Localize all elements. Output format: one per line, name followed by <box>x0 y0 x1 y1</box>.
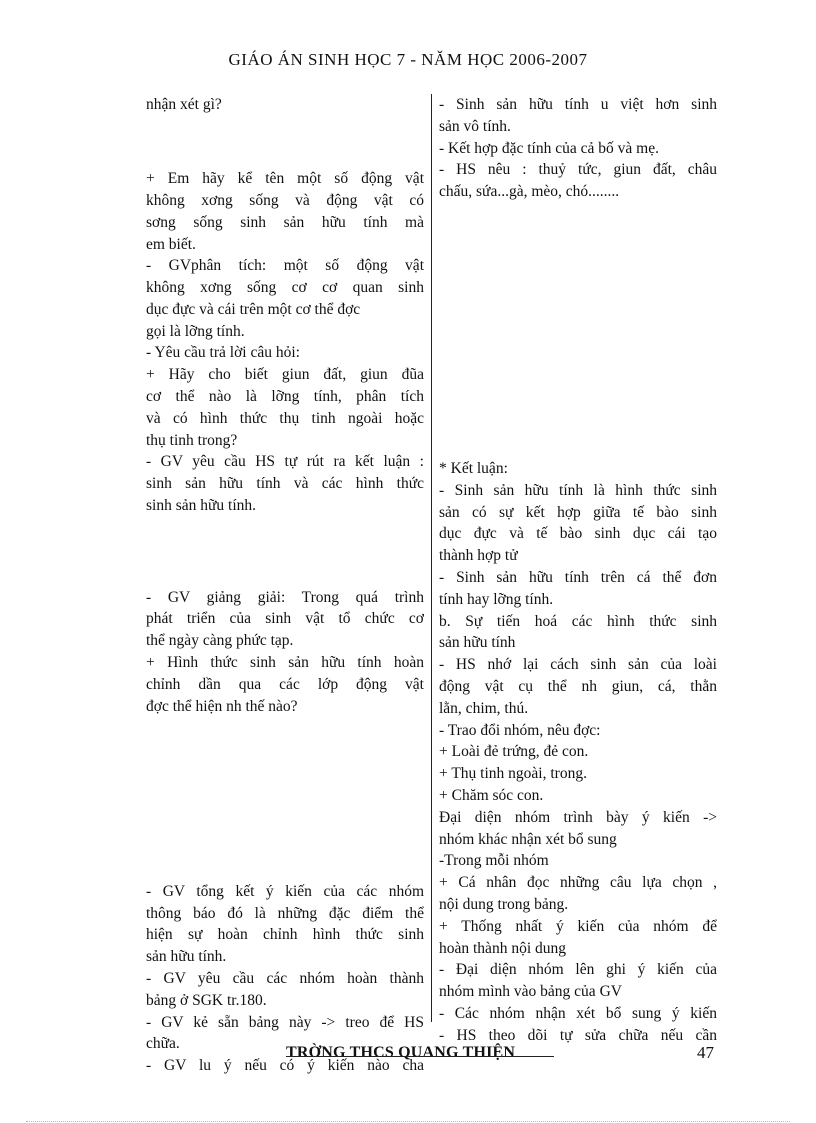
school-name: TRỜNG THCS QUANG THIỆN <box>286 1044 516 1061</box>
text-line: -Trong mỗi nhóm <box>439 852 549 870</box>
text-line: sản hữu tính <box>439 634 516 652</box>
text-line: - Yêu cầu trả lời câu hỏi: <box>146 344 300 362</box>
text-line: - GV lu ý nếu có ý kiến nào cha <box>146 1057 424 1075</box>
text-line: - Sinh sản hữu tính u việt hơn sinh <box>439 96 717 113</box>
text-line: cơ thể nào là lỡng tính, phân tích <box>146 388 424 406</box>
text-line: - HS theo dõi tự sửa chữa nếu cần <box>439 1026 717 1044</box>
text-line: - Sinh sản hữu tính trên cá thể đơn <box>439 569 717 587</box>
text-line: gọi là lỡng tính. <box>146 322 245 340</box>
text-line: - Kết hợp đặc tính của cả bố và mẹ. <box>439 139 659 157</box>
text-line: thụ tinh trong? <box>146 431 238 449</box>
text-line: sơng sống sinh sản hữu tính mà <box>146 213 424 231</box>
text-line: sản vô tính. <box>439 117 511 135</box>
text-line: - GVphân tích: một số động vật <box>146 257 424 275</box>
page-bottom-rule <box>26 1121 790 1122</box>
text-line: + Thụ tinh ngoài, trong. <box>439 765 587 783</box>
text-line: tính hay lỡng tính. <box>439 590 554 608</box>
text-line: động vật cụ thể nh giun, cá, thằn <box>439 678 717 695</box>
teacher-activities-column <box>146 94 424 1077</box>
text-line: - GV yêu cầu các nhóm hoàn thành <box>146 970 424 988</box>
text-line: sản hữu tính. <box>146 948 227 966</box>
text-line: lằn, chim, thú. <box>439 699 529 717</box>
text-line: chỉnh dần qua các lớp động vật <box>146 675 424 693</box>
text-line: chữa. <box>146 1035 180 1053</box>
text-line: sinh sản hữu tính và các hình thức <box>146 475 424 493</box>
text-line: sinh sản hữu tính. <box>146 497 257 515</box>
text-line: - GV kẻ sẵn bảng này -> treo để HS <box>146 1013 424 1031</box>
text-line: hoàn thành nội dung <box>439 939 566 957</box>
text-line: thể ngày càng phức tạp. <box>146 632 294 650</box>
page-header <box>0 46 816 68</box>
text-line: + Em hãy kể tên một số động vật <box>146 170 424 188</box>
text-line: Đại diện nhóm trình bày ý kiến -> <box>439 808 717 826</box>
text-line: và có hình thức thụ tinh ngoài hoặc <box>146 409 424 427</box>
text-line: hiện sự hoàn chỉnh hình thức sinh <box>146 926 424 944</box>
text-line: nhóm khác nhận xét bổ sung <box>439 830 617 848</box>
text-line: - Các nhóm nhận xét bổ sung ý kiến <box>439 1004 717 1022</box>
text-line: nội dung trong bảng. <box>439 895 569 913</box>
text-line: thành hợp tử <box>439 547 518 565</box>
text-line: dục đực và cái trên một cơ thể đợc <box>146 300 361 318</box>
text-line: chấu, sứa...gà, mèo, chó........ <box>439 183 620 201</box>
text-line: không xơng sống cơ cơ quan sinh <box>146 279 424 297</box>
column-divider <box>431 94 432 1022</box>
text-line: đợc thể hiện nh thế nào? <box>146 697 298 715</box>
school-name-strikethrough <box>286 1056 554 1057</box>
page-number: 47 <box>697 1043 714 1062</box>
text-line: bảng ở SGK tr.180. <box>146 991 267 1009</box>
text-line: dục đực và tế bào sinh dục cái tạo <box>439 525 717 543</box>
student-activities-column <box>439 94 717 1047</box>
text-line: - HS nêu : thuỷ tức, giun đất, châu <box>439 161 717 179</box>
text-line: + Hãy cho biết giun đất, giun đũa <box>146 366 424 384</box>
text-line: - Đại diện nhóm lên ghi ý kiến của <box>439 961 717 979</box>
text-line: - Trao đổi nhóm, nêu đợc: <box>439 721 601 739</box>
text-line: - GV yêu cầu HS tự rút ra kết luận : <box>146 453 424 471</box>
text-line: không xơng sống và động vật có <box>146 191 424 209</box>
text-line: + Chăm sóc con. <box>439 786 544 804</box>
text-line: + Thống nhất ý kiến của nhóm để <box>439 917 717 935</box>
text-line: + Loài đẻ trứng, đẻ con. <box>439 743 589 761</box>
text-line: thông báo đó là những đặc điểm thể <box>146 904 424 922</box>
text-line: - HS nhớ lại cách sinh sản của loài <box>439 656 717 674</box>
text-line: - GV giảng giải: Trong quá trình <box>146 588 424 606</box>
text-line: * Kết luận: <box>439 460 508 478</box>
text-line: + Hình thức sinh sản hữu tính hoàn <box>146 654 424 671</box>
text-line: + Cá nhân đọc những câu lựa chọn , <box>439 874 717 892</box>
text-line: - GV tổng kết ý kiến của các nhóm <box>146 882 424 900</box>
text-line: em biết. <box>146 235 196 253</box>
text-line: phát triển của sinh vật tổ chức cơ <box>146 610 424 628</box>
text-line: b. Sự tiến hoá các hình thức sinh <box>439 612 717 630</box>
header-title: GIÁO ÁN SINH HỌC 7 - NĂM HỌC 2006-2007 <box>228 50 588 68</box>
text-line: nhận xét gì? <box>146 96 222 113</box>
text-line: nhóm mình vào bảng của GV <box>439 983 622 1001</box>
text-line: sản có sự kết hợp giữa tế bào sinh <box>439 503 717 521</box>
text-line: - Sinh sản hữu tính là hình thức sinh <box>439 481 717 499</box>
